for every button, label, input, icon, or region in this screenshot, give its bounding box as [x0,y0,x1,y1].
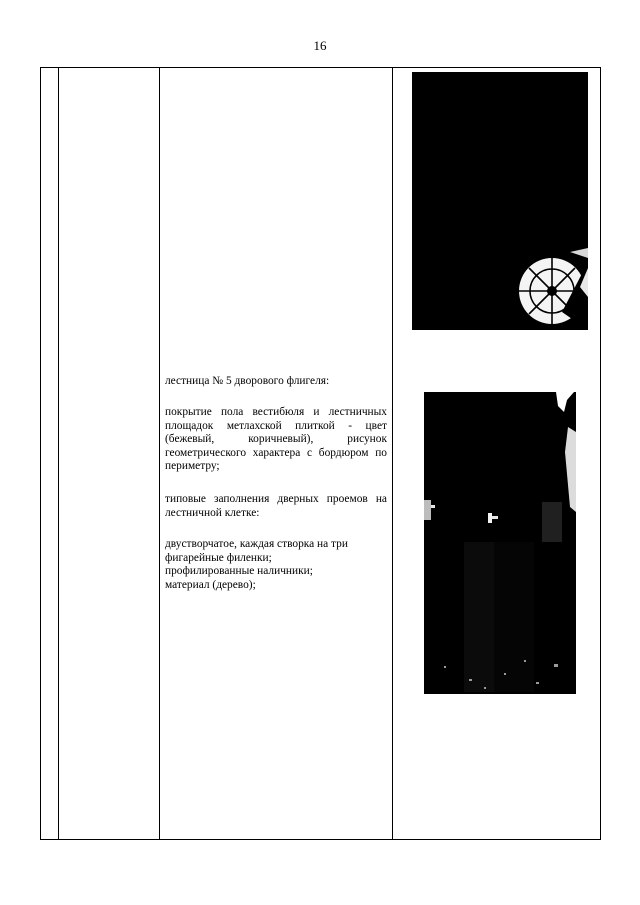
floor-tile-photo [412,72,588,330]
door-photo [424,392,576,694]
document-table [40,67,601,840]
column-divider [58,68,59,839]
door-image [424,392,576,694]
door-description [165,538,387,592]
column-divider [159,68,160,839]
doors-heading: типовые заполнения дверных проемов на лестничной клетке: [165,493,387,519]
door-line: материал (дерево); [165,578,256,591]
door-line: фигарейные филенки; [165,551,272,564]
page-number: 16 [313,38,327,53]
column-divider [392,68,393,839]
floor-tile-image [412,72,588,330]
door-line: двустворчатое, каждая створка на три [165,538,348,550]
floor-description: покрытие пола вестибюля и лестничных площадок метлахской плиткой - цвет (бежевый, коричневый), рисунок геометрического характера с бордюром по периметру; [165,406,387,473]
door-line: профилированные наличники; [165,565,313,578]
section-title: лестница № 5 дворового флигеля: [165,375,330,387]
